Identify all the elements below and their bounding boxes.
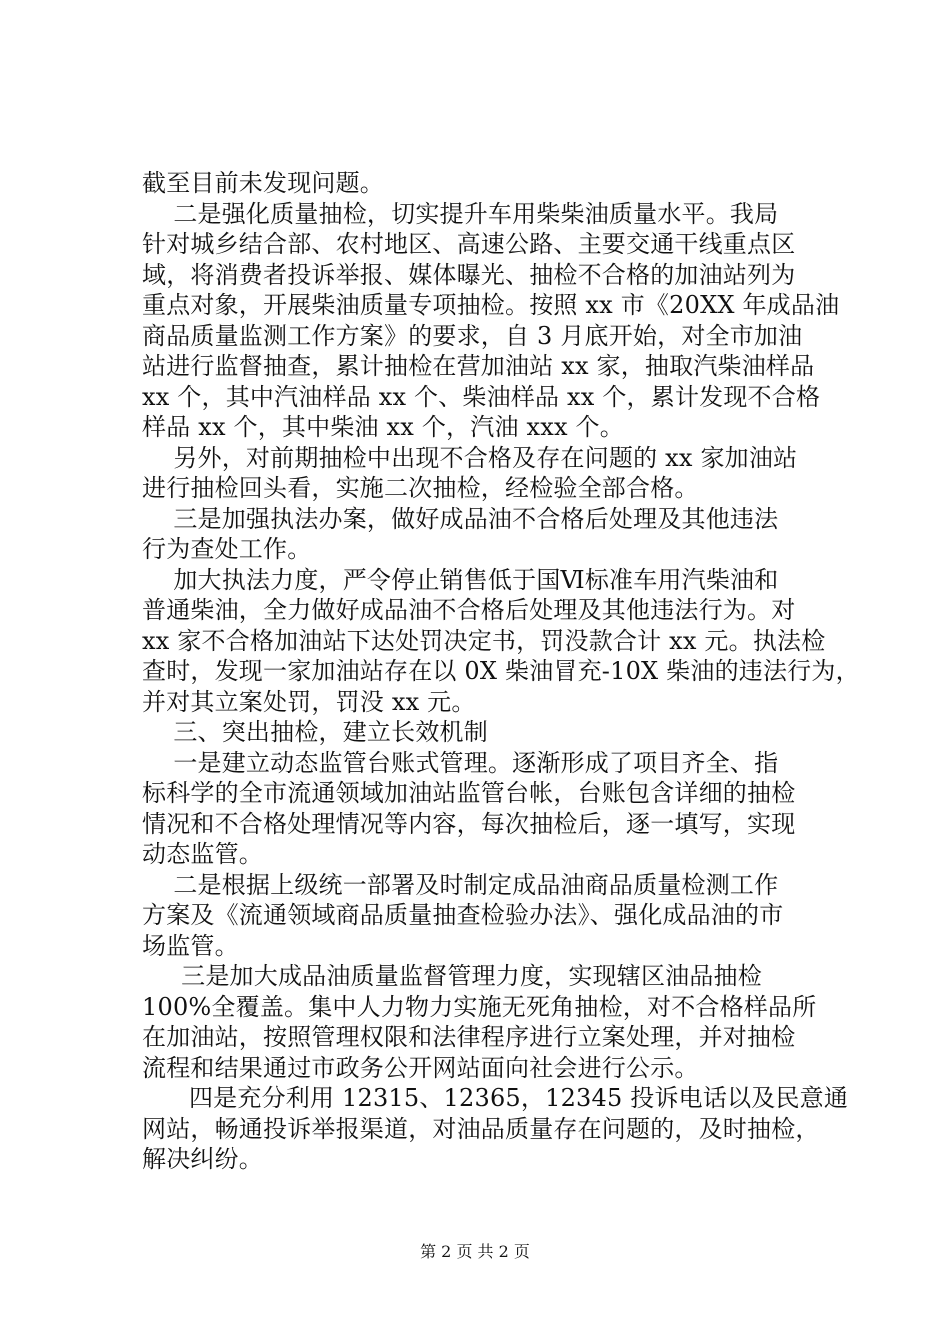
section-heading: 三、突出抽检，建立长效机制 — [142, 718, 488, 746]
text-line: 二是强化质量抽检，切实提升车用柴柴油质量水平。我局 — [142, 199, 779, 228]
text-line: 针对城乡结合部、农村地区、高速公路、主要交通干线重点区 — [142, 230, 796, 258]
text-line: 动态监管。 — [142, 840, 263, 868]
text-line: 情况和不合格处理情况等内容，每次抽检后，逐一填写，实现 — [142, 809, 796, 838]
text-line: 二是根据上级统一部署及时制定成品油商品质量检测工作 — [142, 870, 779, 899]
text-line: 解决纠纷。 — [142, 1145, 263, 1173]
text-line: 进行抽检回头看，实施二次抽检，经检验全部合格。 — [142, 474, 699, 502]
document-body — [142, 168, 860, 1175]
text-line: 重点对象，开展柴油质量专项抽检。按照 xx 市《20XX 年成品油 — [142, 291, 840, 319]
text-line: 商品质量监测工作方案》的要求，自 3 月底开始，对全市加油 — [142, 321, 803, 350]
text-line: 方案及《流通领域商品质量抽查检验办法》、强化成品油的市 — [142, 901, 784, 929]
text-line: 普通柴油，全力做好成品油不合格后处理及其他违法行为。对 — [142, 596, 796, 624]
text-line: 流程和结果通过市政务公开网站面向社会进行公示。 — [142, 1053, 699, 1082]
text-line: 三是加大成品油质量监督管理力度，实现辖区油品抽检 — [142, 962, 762, 990]
text-line: 在加油站，按照管理权限和法律程序进行立案处理，并对抽检 — [142, 1023, 796, 1051]
text-line: 截至目前未发现问题。 — [142, 169, 384, 197]
text-line: xx 个，其中汽油样品 xx 个、柴油样品 xx 个，累计发现不合格 — [142, 382, 821, 411]
text-line: 三是加强执法办案，做好成品油不合格后处理及其他违法 — [142, 504, 779, 533]
text-line: xx 家不合格加油站下达处罚决定书，罚没款合计 xx 元。执法检 — [142, 626, 826, 655]
text-line: 四是充分利用 12315、12365，12345 投诉电话以及民意通 — [142, 1084, 849, 1112]
text-line: 域，将消费者投诉举报、媒体曝光、抽检不合格的加油站列为 — [142, 260, 796, 289]
text-line: 一是建立动态监管台账式管理。逐渐形成了项目齐全、指 — [142, 748, 779, 777]
text-line: 行为查处工作。 — [142, 535, 312, 563]
text-line: 网站，畅通投诉举报渠道，对油品质量存在问题的，及时抽检， — [142, 1114, 820, 1143]
text-line: 样品 xx 个，其中柴油 xx 个，汽油 xxx 个。 — [142, 413, 624, 441]
text-line: 另外，对前期抽检中出现不合格及存在问题的 xx 家加油站 — [142, 443, 798, 472]
text-line: 加大执法力度，严令停止销售低于国Ⅵ标准车用汽柴油和 — [142, 565, 779, 594]
text-line: 标科学的全市流通领域加油站监管台帐，台账包含详细的抽检 — [142, 779, 796, 807]
text-line: 站进行监督抽查，累计抽检在营加油站 xx 家，抽取汽柴油样品 — [142, 352, 815, 380]
page-number-footer: 第 2 页 共 2 页 — [420, 1242, 530, 1261]
text-line: 并对其立案处罚，罚没 xx 元。 — [142, 687, 476, 716]
text-line: 查时，发现一家加油站存在以 0X 柴油冒充-10X 柴油的违法行为， — [142, 657, 860, 685]
text-line: 场监管。 — [142, 931, 239, 960]
text-line: 100%全覆盖。集中人力物力实施无死角抽检，对不合格样品所 — [142, 992, 817, 1021]
